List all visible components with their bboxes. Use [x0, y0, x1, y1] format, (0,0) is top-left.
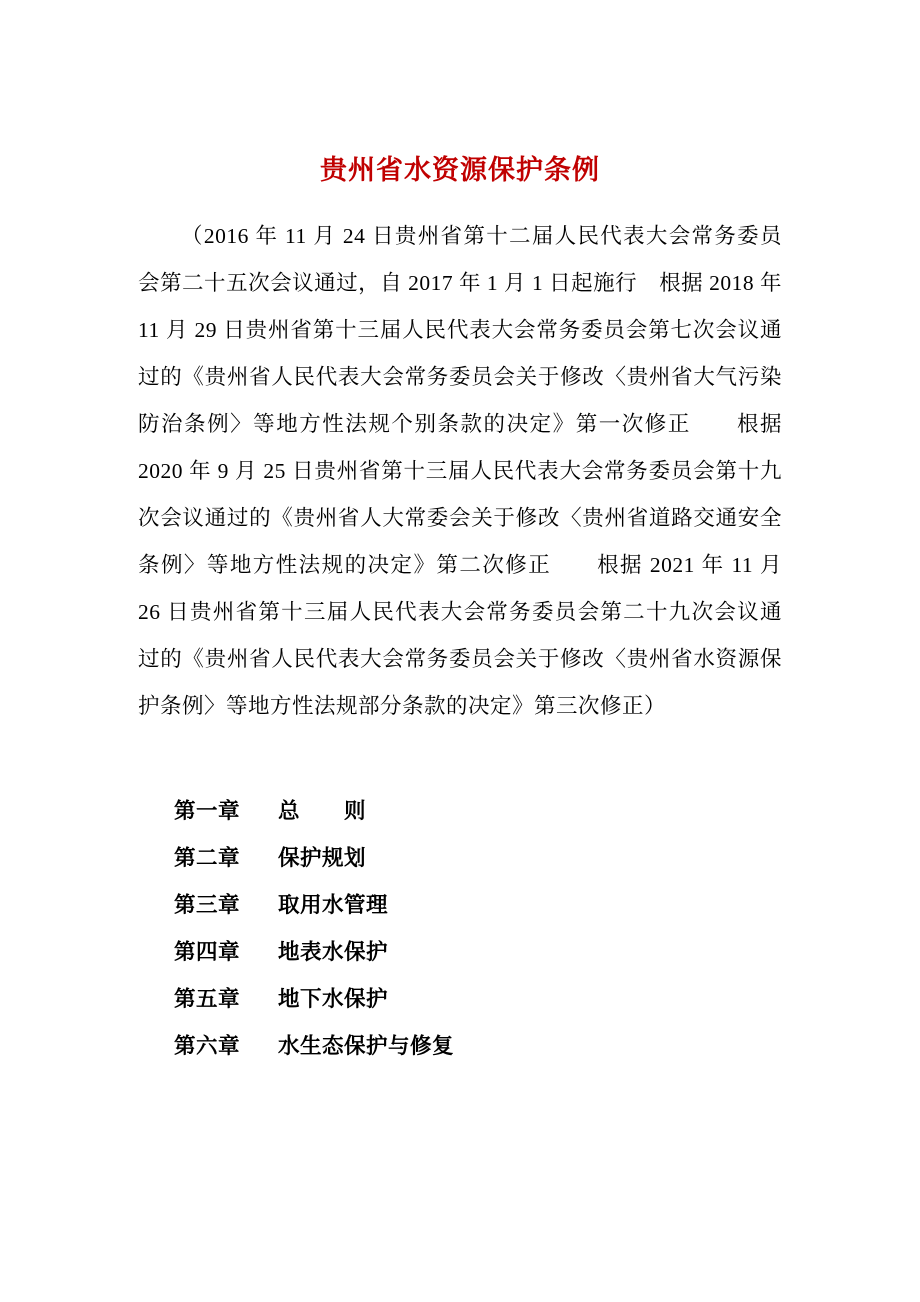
toc-chapter-title: 水生态保护与修复: [278, 1034, 455, 1058]
table-of-contents: [138, 788, 782, 1070]
toc-chapter-number: 第四章: [174, 940, 241, 964]
list-item: [174, 835, 782, 882]
toc-chapter-number: 第六章: [174, 1034, 241, 1058]
list-item: [174, 1023, 782, 1070]
list-item: [174, 788, 782, 835]
toc-chapter-title: 取用水管理: [278, 893, 389, 917]
preamble-paragraph: （2016 年 11 月 24 日贵州省第十二届人民代表大会常务委员会第二十五次会议通过，自 2017 年 1 月 1 日起施行 根据 2018 年 11 月 29 日贵州省第十三届人民代表大会常务委员会第七次会议通过的《贵州省人民代表大会常务委员会关于修改〈贵州省大气污染防治条例〉等地方性法规个别条款的决定》第一次修正 根据 2020 年 9 月 25 日贵州省第十三届人民代表大会常务委员会第十九次会议通过的《贵州省人大常委会关于修改〈贵州省道路交通安全条例〉等地方性法规的决定》第二次修正 根据 2021 年 11 月 26 日贵州省第十三届人民代表大会常务委员会第二十九次会议通过的《贵州省人民代表大会常务委员会关于修改〈贵州省水资源保护条例〉等地方性法规部分条款的决定》第三次修正）: [138, 224, 782, 718]
toc-chapter-number: 第一章: [174, 799, 241, 823]
toc-chapter-title: 保护规划: [278, 846, 367, 870]
list-item: [174, 976, 782, 1023]
toc-chapter-number: 第三章: [174, 893, 241, 917]
toc-chapter-title: 地下水保护: [278, 987, 389, 1011]
toc-chapter-number: 第二章: [174, 846, 241, 870]
toc-chapter-title: 地表水保护: [278, 940, 389, 964]
toc-chapter-number: 第五章: [174, 987, 241, 1011]
list-item: [174, 882, 782, 929]
list-item: [174, 929, 782, 976]
toc-chapter-title: 总 则: [278, 799, 367, 823]
page-title: 贵州省水资源保护条例: [320, 155, 600, 185]
